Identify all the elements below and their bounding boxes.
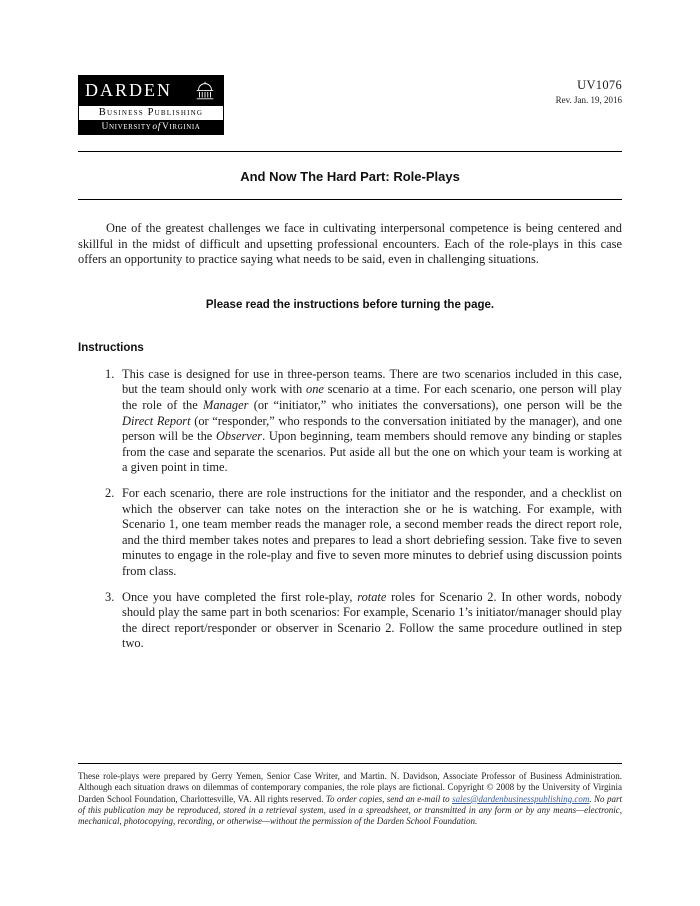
text-segment: This case is designed for use in three-person teams. There are two scenarios included in this case, but the team should only work with: [122, 366, 622, 397]
instructions-heading: Instructions: [78, 341, 144, 354]
document-number: UV1076: [577, 78, 622, 92]
university-of-word: of: [152, 122, 161, 132]
virginia-word: Virginia: [161, 122, 201, 132]
darden-logo: [78, 75, 224, 135]
darden-logo-university-label: [78, 120, 224, 135]
document-header: [78, 75, 622, 135]
darden-wordmark: DARDEN: [85, 80, 172, 100]
title-rule: [78, 199, 622, 200]
instruction-number: 3.: [105, 589, 115, 604]
text-segment: Observer: [215, 429, 263, 444]
text-segment: To order copies, send an e-mail to: [325, 793, 453, 804]
text-segment: For each scenario, there are role instructions for the initiator and the responder, and a checklist on which the observer can take notes on the interaction she or he is watching. For example, with Scenario 1, one team member reads the manager role, a second member reads the direct report role, and the third member takes notes and prepares to lead a short debriefing session. Take five to seven minutes to engage in the role-play and five to seven more minutes to debrief using discussion points from class.: [122, 485, 622, 578]
university-word: University: [101, 122, 152, 132]
text-segment: .: [589, 793, 595, 804]
text-segment: roles for Scenario 2. In other words, nobody should play the same part in both scenarios: For example, Scenario 1’s initiator/manager should play the direct report/responder or observer in Scenario 2. Follow the same procedure outlined in step two.: [122, 589, 622, 651]
instruction-item: [78, 486, 622, 580]
text-segment: Once you have completed the first role-play,: [122, 589, 358, 604]
document-title: And Now The Hard Part: Role-Plays: [240, 169, 460, 184]
footer-email-link[interactable]: sales@dardenbusinesspublishing.com: [452, 793, 590, 804]
instruction-text: [122, 367, 622, 476]
text-segment: . Upon beginning, team members should remove any binding or staples from the case and separate the scenarios. Put aside all but the one on which your team is working at a given point in time.: [122, 429, 622, 475]
instruction-text: [122, 486, 622, 580]
document-footer: [78, 763, 622, 827]
text-segment: (or “initiator,” who initiates the conversations), one person will be the: [248, 397, 622, 412]
instruction-number: 2.: [105, 485, 115, 500]
instruction-text: [122, 590, 622, 652]
instruction-notice: Please read the instructions before turning the page.: [205, 298, 495, 311]
intro-paragraph: One of the greatest challenges we face in cultivating interpersonal competence is being centered and skillful in the midst of difficult and upsetting professional encounters. Each of the role-plays in this case offers an opportunity to practice saying what needs to be said, even in challenging situations.: [78, 221, 622, 267]
rotunda-icon: [193, 79, 217, 103]
text-segment: one: [306, 382, 324, 397]
darden-logo-publishing-label: Business Publishing: [78, 106, 224, 120]
instructions-list: [78, 367, 622, 652]
header-rule: [78, 151, 622, 152]
darden-logo-band-top: [78, 75, 224, 106]
instruction-item: [78, 367, 622, 476]
text-segment: rotate: [357, 589, 387, 604]
revision-date: Rev. Jan. 19, 2016: [555, 95, 622, 105]
document-meta: [556, 75, 622, 105]
instruction-number: 1.: [105, 366, 115, 381]
footer-text: [78, 771, 622, 827]
text-segment: These role-plays were prepared by Gerry Yemen, Senior Case Writer, and Martin. N. Davidson, Associate Professor of Business Administration. Although each situation draws on dilemmas of contemporary companies, the role plays are fictional. Copyright © 2008 by the University of Virginia Darden School Foundation, Charlottesville, VA. All rights reserved.: [78, 771, 622, 804]
text-segment: Direct Report: [122, 413, 191, 428]
instruction-item: [78, 590, 622, 652]
text-segment: No part of this publication may be reproduced, stored in a retrieval system, used in a spreadsheet, or transmitted in any form or by any means—electronic, mechanical, photocopying, recording, or otherwise—without the permission of the Darden School Foundation.: [78, 793, 623, 827]
text-segment: Manager: [203, 397, 249, 412]
text-segment: scenario at a time. For each scenario, one person will play the role of the: [122, 382, 622, 412]
text-segment: (or “responder,” who responds to the conversation initiated by the manager), and one person will be the: [122, 413, 623, 444]
